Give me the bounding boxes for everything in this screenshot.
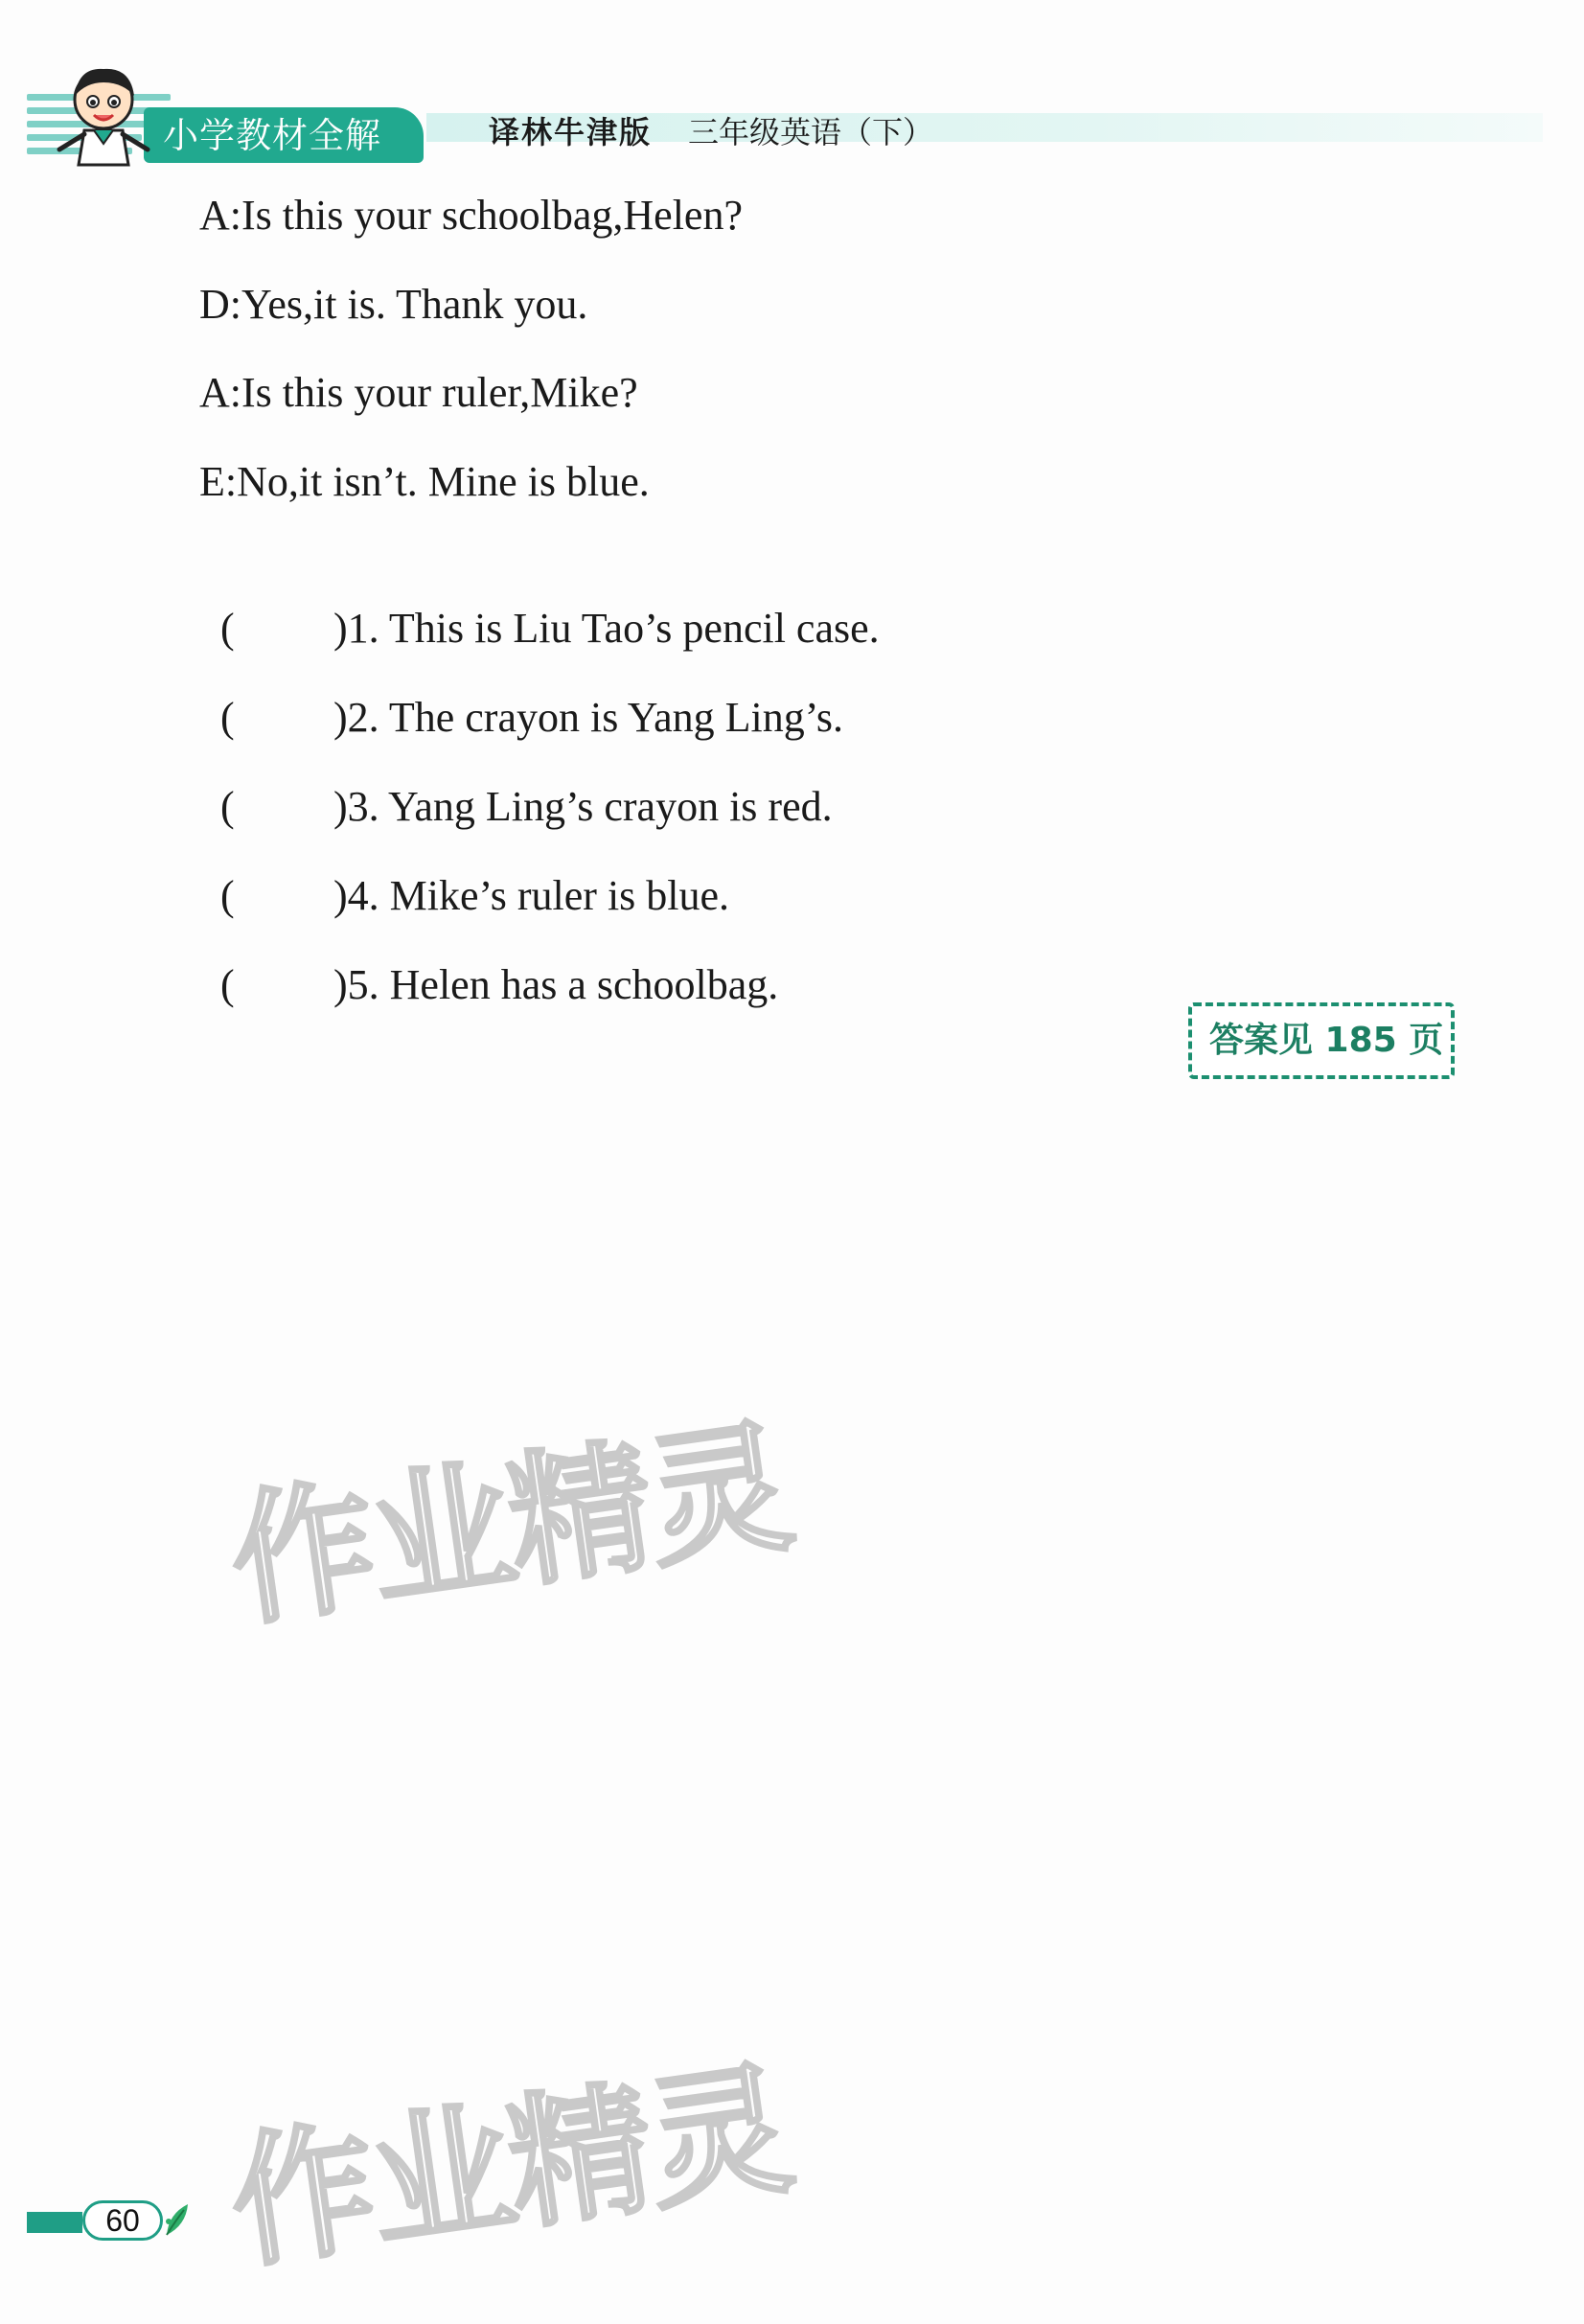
watermark: 作业精灵: [220, 1404, 799, 1647]
question-text: 2. The crayon is Yang Ling’s.: [347, 694, 844, 741]
answer-blank-open[interactable]: (: [220, 872, 235, 919]
book-title: 小学教材全解: [163, 115, 381, 156]
answer-reference[interactable]: 答案见 185 页: [1209, 1021, 1444, 1060]
dialogue-line: E:No,it isn’t. Mine is blue.: [199, 458, 650, 505]
leaf-icon: [163, 2200, 192, 2239]
answer-blank-close: ): [333, 694, 348, 741]
page-number: 60: [105, 2203, 140, 2238]
question-text: 5. Helen has a schoolbag.: [347, 961, 779, 1008]
mascot-boy-icon: [46, 58, 161, 173]
dialogue-line: A:Is this your ruler,Mike?: [199, 369, 638, 416]
watermark: 作业精灵: [220, 2046, 799, 2289]
answer-blank-close: ): [333, 783, 348, 830]
answer-blank-open[interactable]: (: [220, 605, 235, 652]
question-text: 1. This is Liu Tao’s pencil case.: [347, 605, 880, 652]
answer-blank-close: ): [333, 872, 348, 919]
book-series: 译林牛津版: [489, 114, 653, 150]
question-text: 4. Mike’s ruler is blue.: [347, 872, 730, 919]
footer-bar: [27, 2212, 82, 2233]
dialogue-line: D:Yes,it is. Thank you.: [199, 281, 588, 328]
question-text: 3. Yang Ling’s crayon is red.: [347, 783, 833, 830]
answer-blank-close: ): [333, 961, 348, 1008]
question-item: [199, 899, 778, 1014]
book-grade: 三年级英语（下）: [688, 114, 934, 150]
answer-blank-open[interactable]: (: [220, 694, 235, 741]
page-header: [0, 0, 1584, 182]
answer-blank-open[interactable]: (: [220, 783, 235, 830]
answer-blank-close: ): [333, 605, 348, 652]
answer-blank-open[interactable]: (: [220, 961, 235, 1008]
dialogue-line: A:Is this your schoolbag,Helen?: [199, 192, 743, 239]
